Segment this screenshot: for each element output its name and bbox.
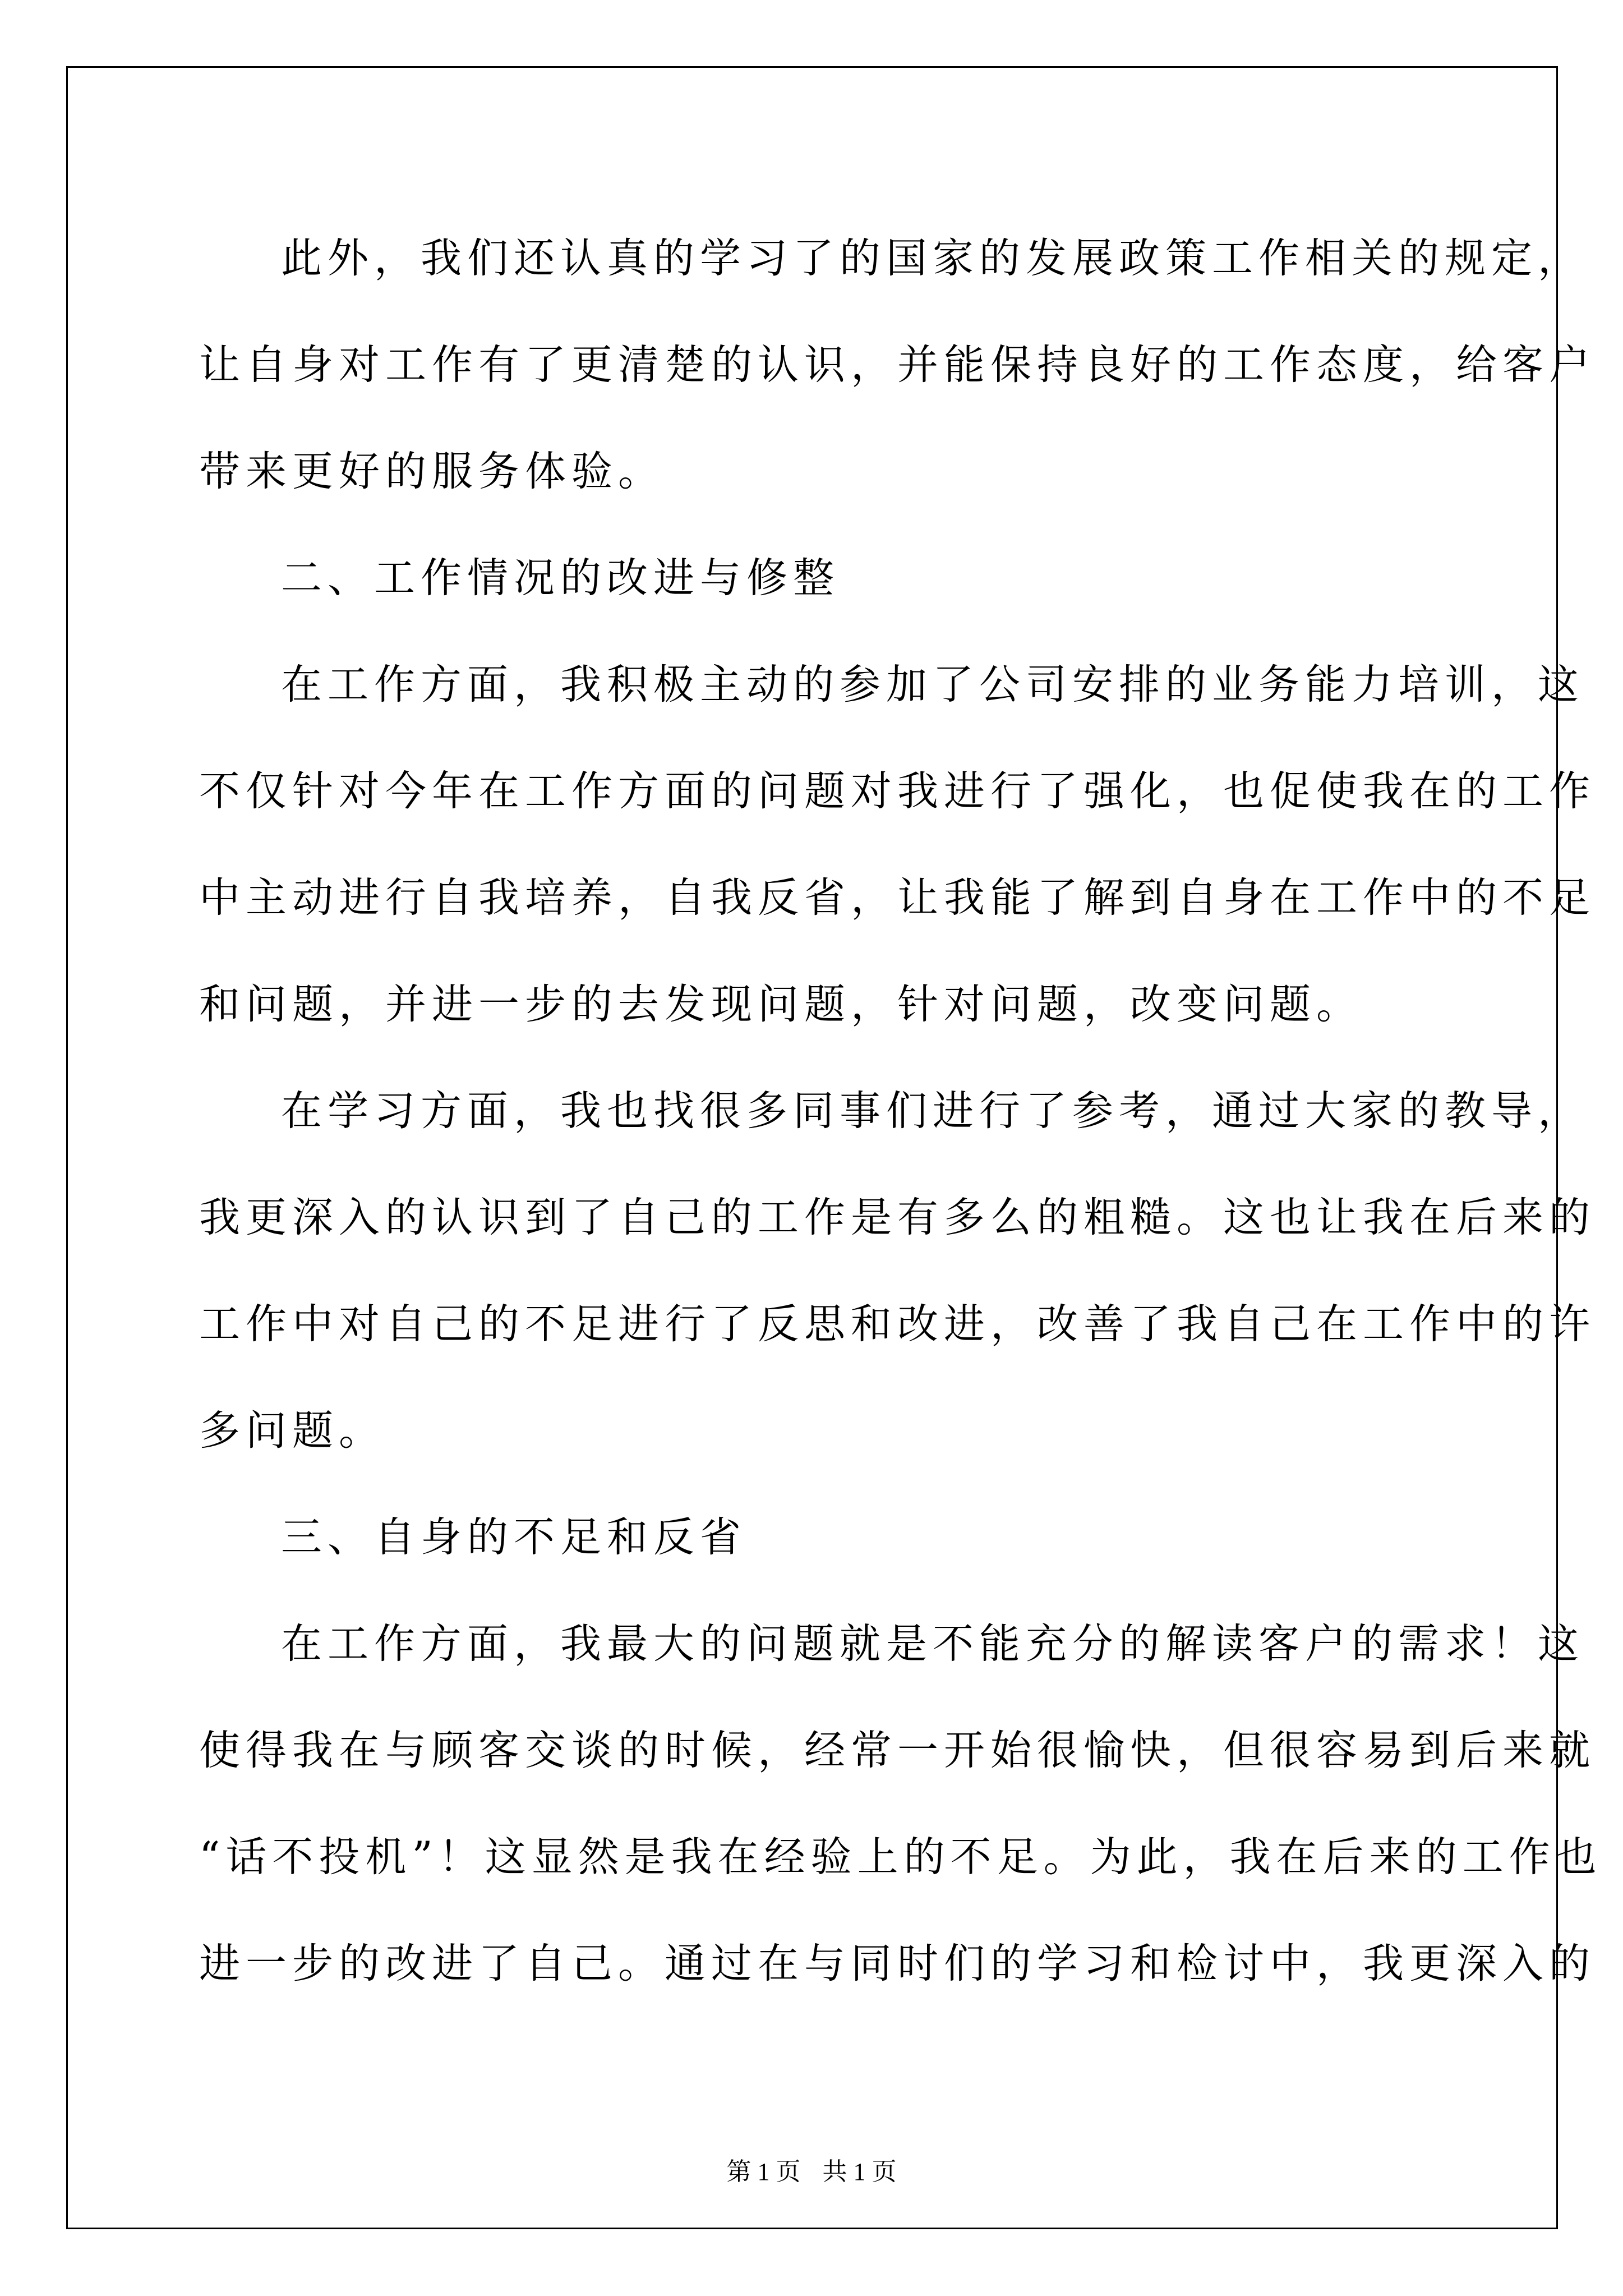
text-line: 不仅针对今年在工作方面的问题对我进行了强化，也促使我在的工作	[199, 767, 1596, 815]
section-heading: 三、自身的不足和反省	[281, 1513, 746, 1561]
section-heading: 二、工作情况的改进与修整	[281, 554, 840, 602]
text-line: 多问题。	[199, 1407, 385, 1455]
text-line: 和问题，并进一步的去发现问题，针对问题，改变问题。	[199, 981, 1363, 1028]
text-line: 让自身对工作有了更清楚的认识，并能保持良好的工作态度，给客户	[199, 341, 1596, 389]
page-total: 共 1 页	[822, 2158, 897, 2185]
text-line: 此外，我们还认真的学习了的国家的发展政策工作相关的规定，	[281, 234, 1584, 282]
text-line: 在工作方面，我积极主动的参加了公司安排的业务能力培训，这	[281, 661, 1584, 708]
text-line: 使得我在与顾客交谈的时候，经常一开始很愉快，但很容易到后来就	[199, 1727, 1596, 1774]
text-line: 在学习方面，我也找很多同事们进行了参考，通过大家的教导，	[281, 1087, 1584, 1135]
text-line: 带来更好的服务体验。	[199, 448, 665, 495]
text-line: 在工作方面，我最大的问题就是不能充分的解读客户的需求！这	[281, 1620, 1584, 1668]
text-line: 中主动进行自我培养，自我反省，让我能了解到自身在工作中的不足	[199, 874, 1596, 922]
page-number: 第 1 页	[726, 2158, 801, 2185]
text-line: 工作中对自己的不足进行了反思和改进，改善了我自己在工作中的许	[199, 1300, 1596, 1348]
text-line: 进一步的改进了自己。通过在与同时们的学习和检讨中，我更深入的	[199, 1940, 1596, 1987]
text-line: 我更深入的认识到了自己的工作是有多么的粗糙。这也让我在后来的	[199, 1194, 1596, 1241]
page-footer	[0, 2151, 1623, 2187]
text-line: “话不投机”！这显然是我在经验上的不足。为此，我在后来的工作也	[199, 1833, 1602, 1881]
document-body	[199, 205, 1602, 2017]
